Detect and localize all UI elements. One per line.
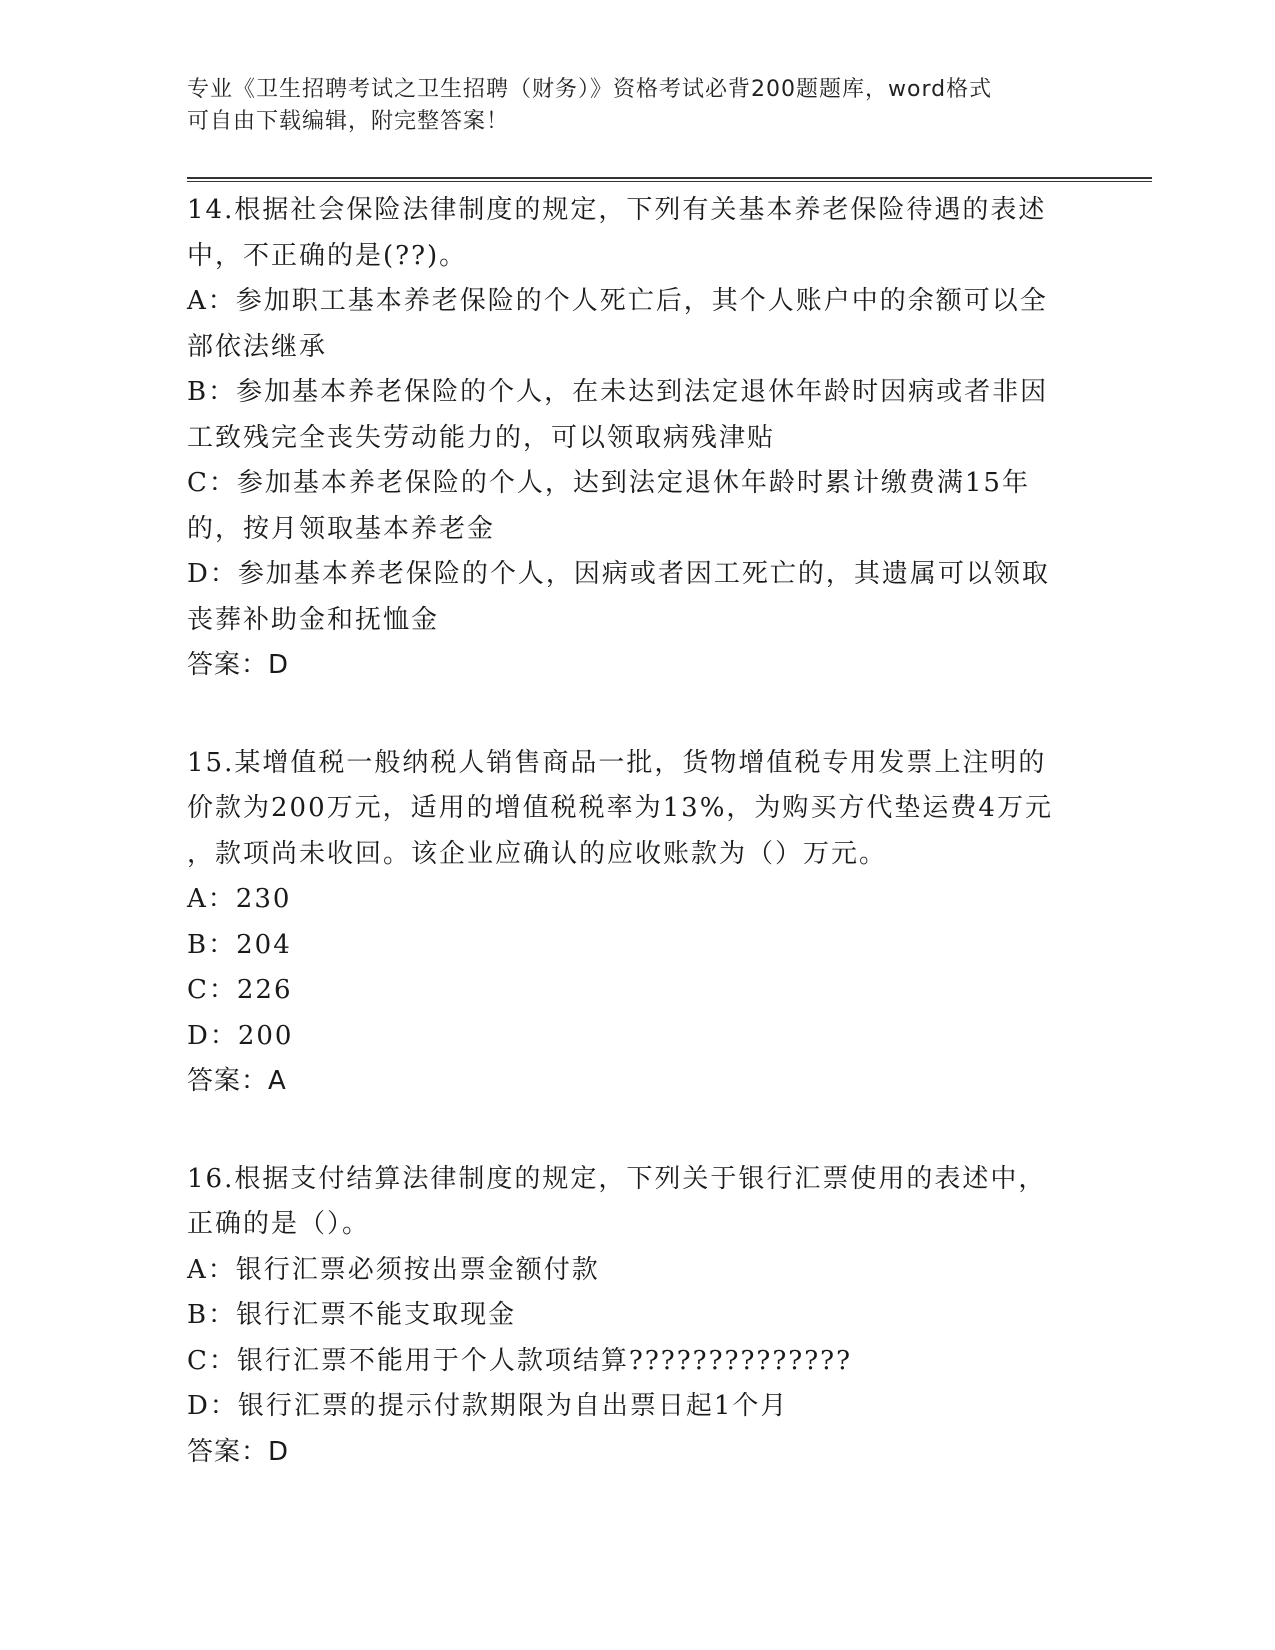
option-a: A：参加职工基本养老保险的个人死亡后，其个人账户中的余额可以全 (187, 286, 1048, 316)
question-list (187, 188, 1087, 1527)
option-d: D：银行汇票的提示付款期限为自出票日起1个月 (187, 1391, 789, 1421)
option-b: B：204 (187, 929, 292, 960)
option-d: 丧葬补助金和抚恤金 (187, 604, 440, 635)
option-b: B：参加基本养老保险的个人，在未达到法定退休年龄时因病或者非因 (187, 377, 1049, 407)
answer-label: 答案：A (187, 1066, 287, 1096)
option-a: 部依法继承 (187, 331, 328, 362)
option-d: D：参加基本养老保险的个人，因病或者因工死亡的，其遗属可以领取 (187, 559, 1050, 589)
answer-label: 答案：D (187, 1436, 290, 1467)
option-c: 的，按月领取基本养老金 (187, 513, 496, 544)
header-title-line-1: 专业《卫生招聘考试之卫生招聘（财务）》资格考试必背200题题库，word格式 (187, 77, 993, 102)
option-c: C：银行汇票不能用于个人款项结算?????????????? (187, 1345, 853, 1376)
question-stem: 正确的是（）。 (187, 1209, 371, 1239)
answer-label: 答案：D (187, 650, 290, 680)
question-14 (187, 188, 1087, 689)
question-stem: 中，不正确的是(??)。 (187, 240, 468, 271)
option-b: B：银行汇票不能支取现金 (187, 1300, 517, 1330)
option-b: 工致残完全丧失劳动能力的，可以领取病残津贴 (187, 422, 776, 453)
question-16 (187, 1157, 1087, 1476)
option-c: C：参加基本养老保险的个人，达到法定退休年龄时累计缴费满15年 (187, 468, 1030, 498)
question-stem: ，款项尚未收回。该企业应确认的应收账款为（）万元。 (187, 838, 888, 869)
option-a: A：银行汇票必须按出票金额付款 (187, 1254, 600, 1285)
option-c: C：226 (187, 975, 293, 1005)
question-stem: 16.根据支付结算法律制度的规定，下列关于银行汇票使用的表述中， (187, 1163, 1047, 1194)
option-a: A：230 (187, 884, 292, 914)
option-d: D：200 (187, 1020, 294, 1051)
header-title-line-2: 可自由下载编辑，附完整答案！ (187, 109, 510, 134)
question-15 (187, 741, 1087, 1105)
header-divider (187, 177, 1152, 182)
question-stem: 15.某增值税一般纳税人销售商品一批，货物增值税专用发票上注明的 (187, 747, 1047, 778)
question-stem: 14.根据社会保险法律制度的规定，下列有关基本养老保险待遇的表述 (187, 195, 1047, 225)
document-header (187, 74, 1067, 138)
question-stem: 价款为200万元，适用的增值税税率为13%，为购买方代垫运费4万元 (187, 793, 1053, 823)
